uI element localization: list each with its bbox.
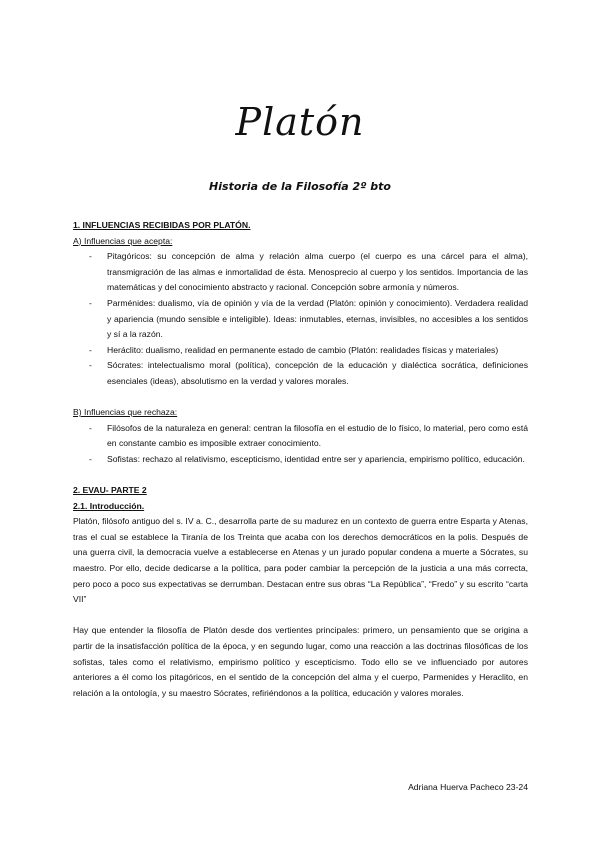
dash-bullet: - (89, 360, 92, 371)
list-item-text: Parménides: dualismo, vía de opinión y vía de la verdad (Platón: opinión y conocimiento). Verdadera realidad y apariencia (mundo sensible e inteligible). Ideas: inmutables, eternas, invisibles, no accesibles a los sentidos y sí a la razón. (107, 297, 528, 340)
dash-bullet: - (89, 297, 92, 308)
intro-paragraph-2: Hay que entender la filosofía de Platón desde dos vertientes principales: primero, un pensamiento que se origina a partir de la insatisfacción política de la época, y en segundo lugar, como una reacción a las doctrinas filosóficas de los sofistas, tales como el relativismo, empirismo político y escepticismo. Todo ello se ve influenciado por autores anteriores a él como los pitagóricos, en el sentido de la concepción del alma y el cuerpo, Parmenides y Heraclito, en relación a la ontología, y su maestro Sócrates, refiriéndonos a la política, educación y valores morales. (73, 625, 528, 698)
section-1a-heading: A) Influencias que acepta: (73, 235, 173, 246)
page-title: Platón (235, 100, 365, 144)
dash-bullet: - (89, 422, 92, 433)
page-subtitle: Historia de la Filosofía 2º bto (209, 180, 391, 193)
list-item (73, 343, 528, 359)
list-item-text: Sócrates: intelectualismo moral (política), concepción de la educación y dialéctica socrática, definiciones esenciales (ideas), absolutismo en la verdad y valores morales. (107, 360, 528, 386)
list-item-text: Pitagóricos: su concepción de alma y relación alma cuerpo (el cuerpo es una cárcel para el alma), transmigración de las almas e inmortalidad de ésta. Menosprecio al cuerpo y los sentidos. Importancia de las matemáticas y del conocimiento abstracto y racional. Concepción sobre armonía y números. (107, 251, 528, 293)
rejected-influences-list (73, 421, 528, 468)
dash-bullet: - (89, 251, 92, 262)
section-2-1-heading: 2.1. Introducción. (73, 500, 145, 511)
list-item (73, 452, 528, 468)
list-item (73, 358, 528, 389)
list-item-text: Filósofos de la naturaleza en general: centran la filosofía en el estudio de lo físico, lo material, pero como está en constante cambio es imposible extraer conocimiento. (107, 422, 528, 449)
section-1b-heading: B) Influencias que rechaza: (73, 407, 178, 418)
section-2-heading: 2. EVAU- PARTE 2 (73, 485, 147, 496)
footer-author: Adriana Huerva Pacheco 23-24 (408, 782, 528, 792)
dash-bullet: - (89, 344, 92, 355)
dash-bullet: - (89, 453, 92, 464)
list-item (73, 249, 528, 296)
document-body (73, 218, 528, 701)
accepted-influences-list (73, 249, 528, 389)
list-item-text: Heráclito: dualismo, realidad en permanente estado de cambio (Platón: realidades físicas y materiales) (107, 344, 499, 355)
list-item-text: Sofistas: rechazo al relativismo, escepticismo, identidad entre ser y apariencia, empirismo político, educación. (107, 453, 525, 464)
intro-paragraph-1: Platón, filósofo antiguo del s. IV a. C., desarrolla parte de su madurez en un contexto de guerra entre Esparta y Atenas, tras el cual se establece la Tiranía de los Treinta que acaba con los derechos democráticos en la polis. Después de una guerra civil, la democracia vuelve a establecerse en Atenas y un jurado popular condena a muerte a Sócrates, su maestro. Por ello, decide dedicarse a la política, para poder cambiar la percepción de la justicia a una más correcta, pero poco a poco sus expectativas se derrumban. Destacan entre sus obras “La República”, “Fredo” y su escrito “carta VII” (73, 516, 528, 605)
list-item (73, 421, 528, 452)
list-item (73, 296, 528, 343)
section-1-heading: 1. INFLUENCIAS RECIBIDAS POR PLATÓN. (73, 220, 251, 230)
